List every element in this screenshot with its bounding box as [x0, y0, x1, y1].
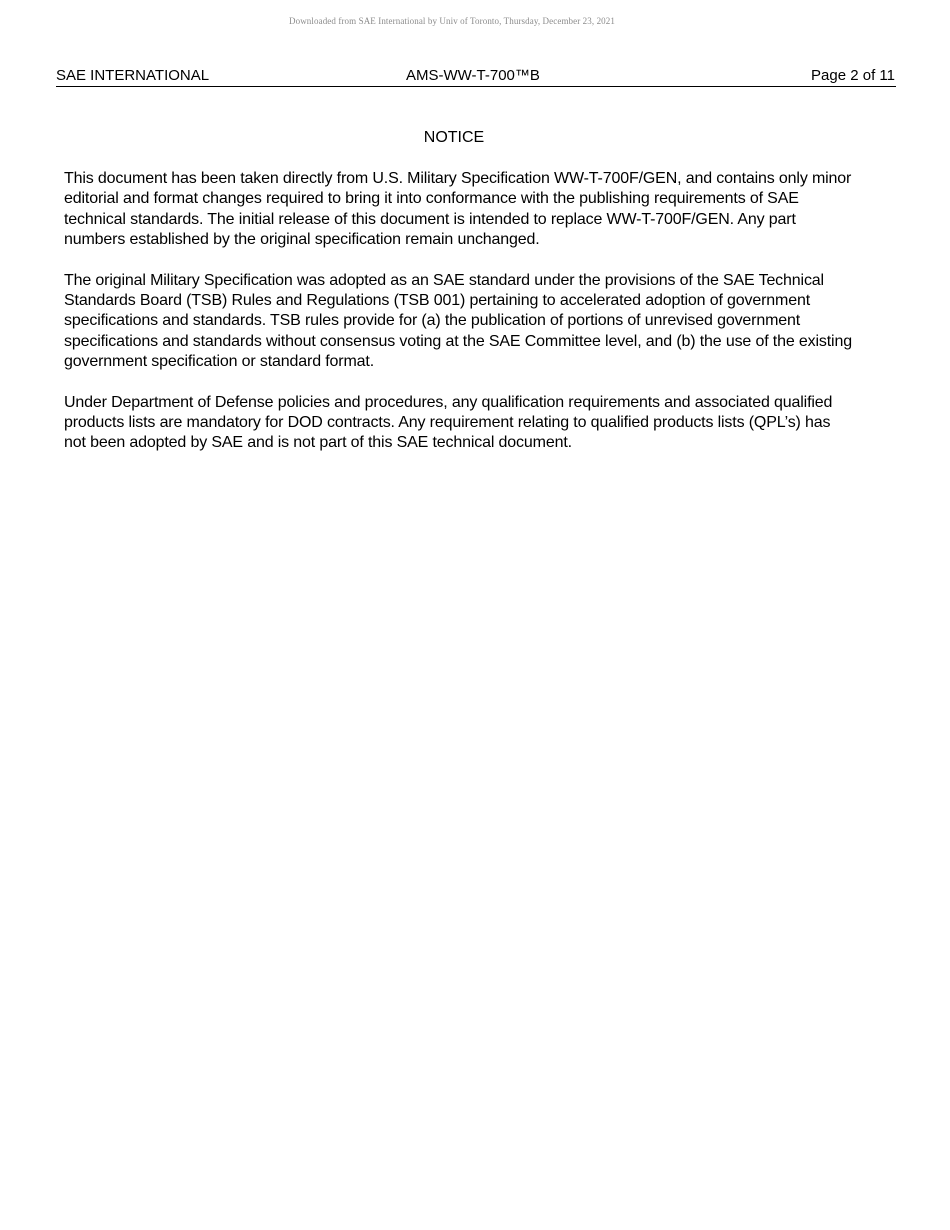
notice-title: NOTICE — [423, 129, 485, 146]
header-document-number: AMS-WW-T-700™B — [406, 67, 540, 84]
notice-paragraph: Under Department of Defense policies and procedures, any qualification requirements and associated qualified products lists are mandatory for DOD contracts. Any requirement relating to qualified products lists (QPL’s) has not been adopted by SAE and is not part of this SAE technical document. — [64, 393, 833, 452]
header-page-indicator: Page 2 of 11 — [811, 67, 895, 84]
notice-paragraph: This document has been taken directly from U.S. Military Specification WW-T-700F/GEN, and contains only minor editorial and format changes required to bring it into conformance with the publishing requirements of SAE technical standards. The initial release of this document is intended to replace WW-T-700F/GEN. Any part numbers established by the original specification remain unchanged. — [64, 170, 852, 249]
download-watermark: Downloaded from SAE International by Univ of Toronto, Thursday, December 23, 2021 — [289, 16, 615, 26]
page-header — [56, 66, 896, 87]
notice-body — [64, 169, 854, 474]
notice-paragraph: The original Military Specification was adopted as an SAE standard under the provisions of the SAE Technical Standards Board (TSB) Rules and Regulations (TSB 001) pertaining to accelerated adoption of government specifications and standards. TSB rules provide for (a) the publication of portions of unrevised government specifications and standards without consensus voting at the SAE Committee level, and (b) the use of the existing government specification or standard format. — [64, 271, 852, 371]
header-organization: SAE INTERNATIONAL — [56, 67, 210, 84]
